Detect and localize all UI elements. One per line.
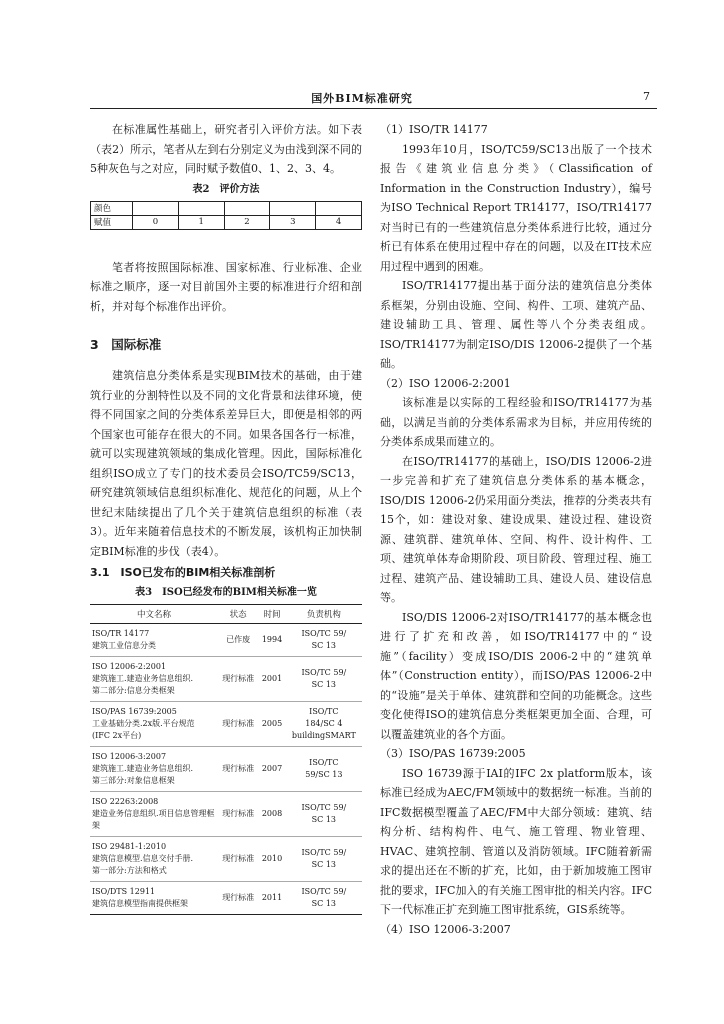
header-rule [90, 108, 657, 109]
status-cell: 现行标准 [218, 747, 258, 792]
paragraph: ISO 16739源于IAI的IFC 2x platform版本，该标准已经成为AEC/FM领域中的数据统一标准。当前的IFC数据模型覆盖了AEC/FM中大部分领域：建筑、结构分析、结构构件、电气、施工管理、物业管理、HVAC、建筑控制、管道以及消防领域。IFC随着新需求的提出还在不断的扩充，比如，由于新加坡施工图审批的要求，IFC加入的有关施工图审批的相关内容。IFC下一代标准正扩充到施工图审批系统，GIS系统等。 [380, 766, 652, 916]
year-cell: 2001 [258, 657, 285, 702]
org-cell: ISO/TC 59/ SC 13 [286, 657, 362, 702]
org-cell: ISO/TC 59/ SC 13 [301, 887, 347, 908]
org-cell: ISO/TC 59/ SC 13 [286, 837, 362, 882]
value-cell: 2 [224, 215, 270, 229]
table-row [90, 702, 362, 747]
standard-name-cell: ISO/PAS 16739:2005 工业基础分类.2x版.平台规范 (IFC 2x平台) [90, 702, 218, 747]
paragraph: 该标准是以实际的工程经验和ISO/TR14177为基础，以满足当前的分类体系需求为目标，并应用传统的分类体系成果而建立的。 [380, 396, 652, 448]
item-heading: （3）ISO/PAS 16739:2005 [380, 747, 526, 760]
value-cell: 4 [316, 215, 362, 229]
year-cell: 2005 [258, 702, 285, 747]
paragraph-intl: 建筑信息分类体系是实现BIM技术的基础，由于建筑行业的分割特性以及不同的文化背景和法律环境，使得不同国家之间的分类体系差异巨大，即便是相邻的两个国家也可能存在很大的不同。如果各国各行一标准，就可以实现建筑领域的集成化管理。因此，国际标准化组织ISO成立了专门的技术委员会ISO/TC59/SC13，研究建筑领域信息组织标准化、规范化的问题，从上个世纪末陆续提出了几个关于建筑信息组织的标准（表3）。近年来随着信息技术的不断发展，该机构正加快制定BIM标准的步伐（表4）。 [90, 369, 362, 558]
left-column [90, 120, 362, 915]
year-cell: 1994 [258, 624, 285, 657]
evaluation-table [90, 201, 362, 230]
table-body [90, 624, 362, 915]
gray-swatch [316, 201, 362, 215]
org-cell: ISO/TC 184/SC 4 buildingSMART [286, 702, 362, 747]
item-heading: （1）ISO/TR 14177 [380, 123, 488, 136]
value-row [91, 215, 362, 229]
table-header-row [90, 605, 362, 624]
gray-swatch [270, 201, 316, 215]
standard-name-cell: ISO/TR 14177 建筑工业信息分类 [90, 624, 218, 657]
standard-name-cell: ISO 29481-1:2010 建筑信息模型.信息交付手册. 第一部分:方法和格式 [90, 837, 218, 882]
table-row [90, 624, 362, 657]
status-cell: 现行标准 [218, 657, 258, 702]
item-heading: （2）ISO 12006-2:2001 [380, 376, 511, 390]
gray-swatch [133, 201, 179, 215]
value-cell: 1 [178, 215, 224, 229]
year-cell: 2010 [258, 837, 285, 882]
paragraph-order: 笔者将按照国际标准、国家标准、行业标准、企业标准之顺序，逐一对目前国外主要的标准进行介绍和剖析，并对每个标准作出评价。 [90, 260, 362, 313]
paragraph: 在ISO/TR14177的基础上，ISO/DIS 12006-2进一步完善和扩充了建筑信息分类体系的基本概念，ISO/DIS 12006-2仍采用面分类法，推荐的分类表共有15个，如：建设对象、建设成果、建设过程、建设资源、建筑群、建筑单体、空间、构件、设计构件、工项、建筑单体寿命期阶段、项目阶段、管理过程、施工过程、建筑产品、建设辅助工具、建设人员、建设信息等。 [380, 454, 652, 604]
page-number: 7 [643, 90, 650, 103]
table-row [90, 747, 362, 792]
running-header: 国外BIM标准研究 [311, 92, 413, 105]
col-header-name: 中文名称 [90, 605, 218, 624]
status-cell: 已作废 [218, 624, 258, 657]
color-row [91, 201, 362, 215]
paragraph: ISO/DIS 12006-2对ISO/TR14177的基本概念也进行了扩充和改善，如ISO/TR14177中的“设施”（facility）变成ISO/DIS 2006-2中的“建筑单体”（Construction entity），而ISO/PAS 12006-2中的“设施”是关于单体、建筑群和空间的功能概念。这些变化使得ISO的建筑信息分类框架更加全面、合理，可以覆盖建筑业的各个方面。 [380, 610, 652, 741]
status-cell: 现行标准 [218, 792, 258, 837]
table-row [90, 657, 362, 702]
right-column [380, 120, 652, 939]
value-cell: 3 [270, 215, 316, 229]
gray-swatch [178, 201, 224, 215]
org-cell: ISO/TC 59/ SC 13 [286, 792, 362, 837]
table-row [90, 792, 362, 837]
org-cell: ISO/TC 59/ SC 13 [286, 624, 362, 657]
standard-name-cell: ISO 12006-2:2001 建筑施工.建造业务信息组织. 第二部分:信息分类框架 [90, 657, 218, 702]
section-heading: 3 国际标准 [90, 337, 162, 352]
col-header-year: 时间 [258, 605, 285, 624]
standard-name-cell: ISO/DTS 12911 建筑信息模型指南提供框架 [92, 887, 188, 908]
gray-swatch [224, 201, 270, 215]
table3-caption: 表3 ISO已经发布的BIM相关标准一览 [135, 587, 317, 598]
table-row [90, 882, 362, 915]
org-cell: ISO/TC 59/SC 13 [286, 747, 362, 792]
subsection-heading: 3.1 ISO已发布的BIM相关标准剖析 [90, 566, 276, 579]
year-cell: 2011 [261, 893, 283, 902]
col-header-org: 负责机构 [286, 605, 362, 624]
paragraph: 1993年10月，ISO/TC59/SC13出版了一个技术报告《建筑业信息分类》（Classification of Information in the Construction Industry），编号为ISO Technical Report TR14177，ISO/TR14177对当时已有的一些建筑信息分类体系进行比较，通过分析已有体系在使用过程中存在的问题，以及在IT技术应用过程中遇到的困难。 [380, 142, 652, 273]
intro-paragraph: 在标准属性基础上，研究者引入评价方法。如下表（表2）所示，笔者从左到右分别定义为由浅到深不同的5种灰色与之对应，同时赋予数值0、1、2、3、4。 [90, 123, 362, 175]
col-header-status: 状态 [218, 605, 258, 624]
table-row [90, 837, 362, 882]
standard-name-cell: ISO 12006-3:2007 建筑施工.建造业务信息组织. 第三部分:对象信息框架 [90, 747, 218, 792]
year-cell: 2008 [258, 792, 285, 837]
status-cell: 现行标准 [218, 702, 258, 747]
color-label: 颜色 [91, 201, 133, 215]
standard-name-cell: ISO 22263:2008 建造业务信息组织.项目信息管理框架 [90, 792, 218, 837]
table2-caption: 表2 评价方法 [192, 183, 260, 195]
paragraph: ISO/TR14177提出基于面分法的建筑信息分类体系框架，分别由设施、空间、构件、工项、建筑产品、建设辅助工具、管理、属性等八个分类表组成。ISO/TR14177为制定ISO/DIS 12006-2提供了一个基础。 [380, 279, 652, 370]
status-cell: 现行标准 [222, 893, 255, 902]
value-cell: 0 [133, 215, 179, 229]
status-cell: 现行标准 [218, 837, 258, 882]
iso-standards-table [90, 604, 362, 915]
year-cell: 2007 [258, 747, 285, 792]
item-heading: （4）ISO 12006-3:2007 [380, 922, 511, 936]
value-label: 赋值 [91, 215, 133, 229]
